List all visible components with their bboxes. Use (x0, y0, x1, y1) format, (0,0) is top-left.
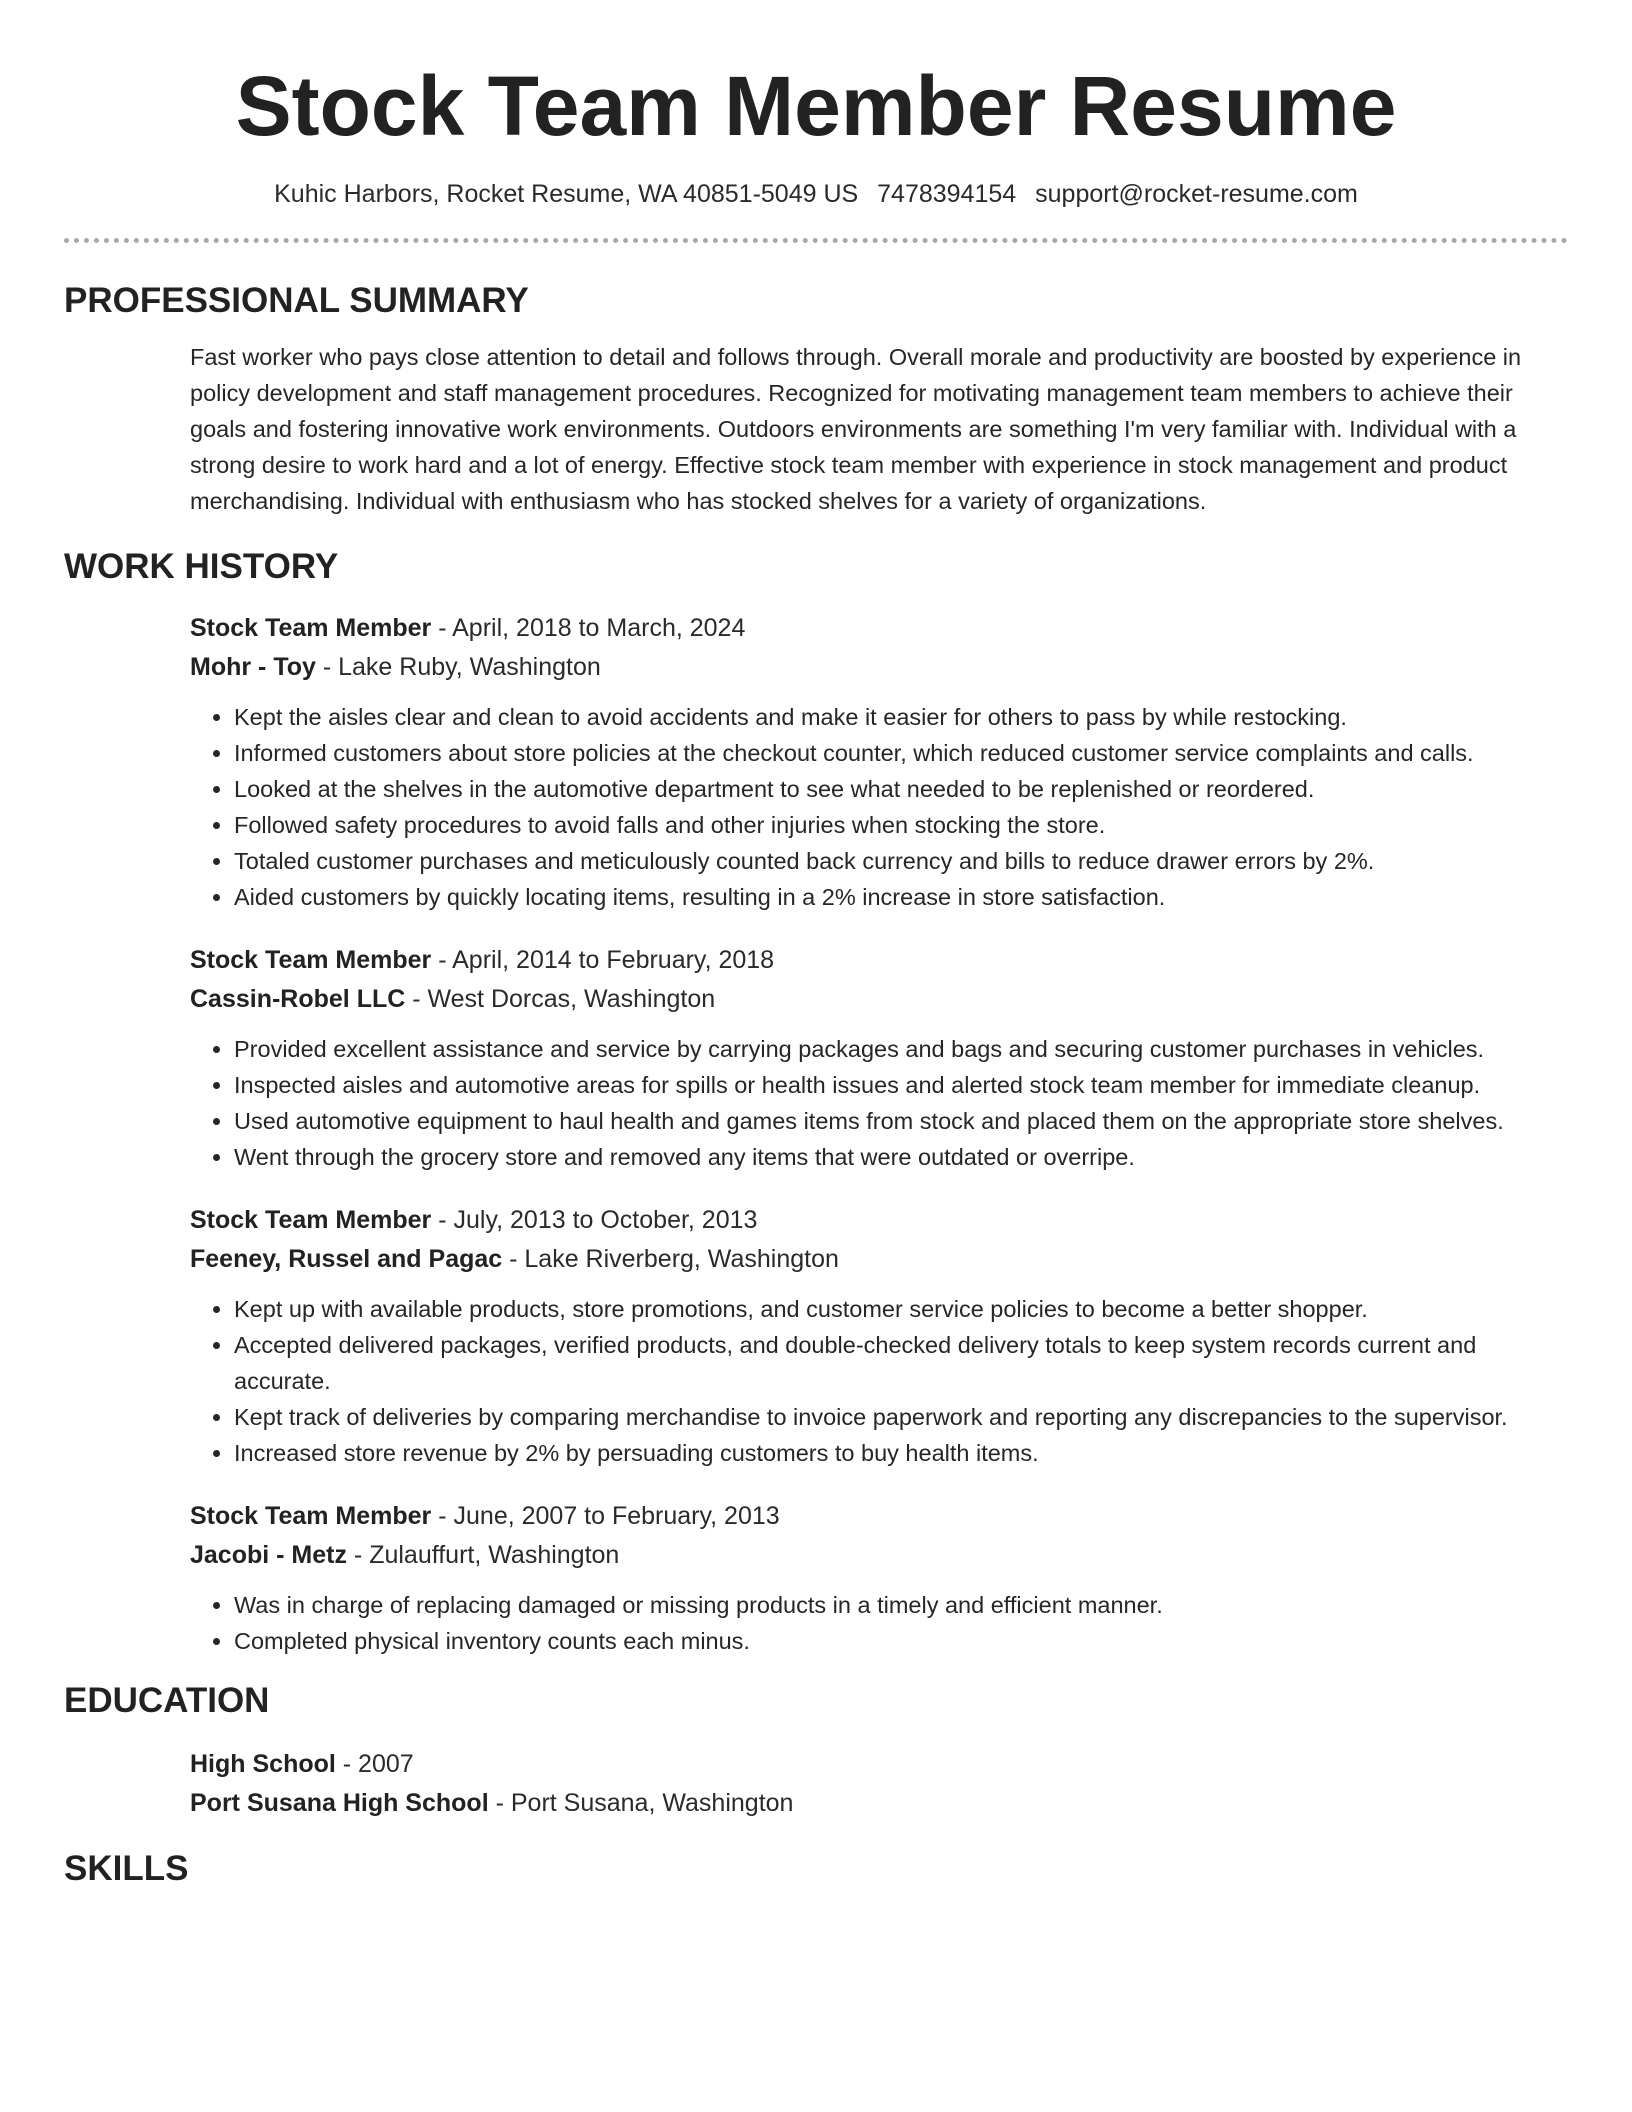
job-company-line (190, 1240, 1568, 1279)
job-company: Mohr - Toy (190, 653, 316, 681)
job-location: - Lake Riverberg, Washington (502, 1245, 839, 1273)
job-company-line (190, 980, 1568, 1019)
job-bullet: • Increased store revenue by 2% by persuading customers to buy health items. (234, 1435, 1568, 1471)
job-bullet: • Kept track of deliveries by comparing merchandise to invoice paperwork and reporting any discrepancies to the supervisor. (234, 1399, 1568, 1435)
job-bullet: • Inspected aisles and automotive areas for spills or health issues and alerted stock team member for immediate cleanup. (234, 1067, 1568, 1103)
job-bullet: • Was in charge of replacing damaged or missing products in a timely and efficient manner. (234, 1587, 1568, 1623)
job-bullet: • Looked at the shelves in the automotive department to see what needed to be replenished or reordered. (234, 771, 1568, 807)
contact-address: Kuhic Harbors, Rocket Resume, WA 40851-5049 US (274, 180, 859, 208)
job-bullets (190, 1031, 1568, 1175)
job-location: - West Dorcas, Washington (405, 985, 716, 1013)
job-title: Stock Team Member (190, 946, 432, 974)
section-heading-work-history: WORK HISTORY (64, 547, 339, 586)
job-location: - Zulauffurt, Washington (346, 1541, 620, 1569)
job-bullets (190, 1291, 1568, 1471)
header-divider (64, 238, 1568, 243)
job-title-line (190, 1201, 1568, 1240)
job-company-line (190, 1536, 1568, 1575)
education-school: Port Susana High School (190, 1789, 489, 1817)
job-bullet: • Accepted delivered packages, verified products, and double-checked delivery totals to keep system records current and accurate. (234, 1327, 1568, 1399)
job-company: Cassin-Robel LLC (190, 985, 406, 1013)
resume-title: Stock Team Member Resume (235, 59, 1397, 153)
job-bullet: • Followed safety procedures to avoid falls and other injuries when stocking the store. (234, 807, 1568, 843)
job-location: - Lake Ruby, Washington (315, 653, 601, 681)
education-location: - Port Susana, Washington (488, 1789, 794, 1817)
job-bullets (190, 1587, 1568, 1659)
job-title-line (190, 1497, 1568, 1536)
job-bullet: • Went through the grocery store and removed any items that were outdated or overripe. (234, 1139, 1568, 1175)
job-bullet: • Kept the aisles clear and clean to avoid accidents and make it easier for others to pass by while restocking. (234, 699, 1568, 735)
resume-page (64, 0, 1568, 1891)
job-dates: - June, 2007 to February, 2013 (431, 1502, 780, 1530)
job-title-line (190, 941, 1568, 980)
contact-phone: 7478394154 (877, 180, 1017, 208)
job-bullet: • Provided excellent assistance and service by carrying packages and bags and securing customer purchases in vehicles. (234, 1031, 1568, 1067)
job-bullet: • Kept up with available products, store promotions, and customer service policies to become a better shopper. (234, 1291, 1568, 1327)
education-entry (190, 1745, 1568, 1823)
education-degree-line (190, 1745, 1568, 1784)
job-title-line (190, 609, 1568, 648)
job-dates: - April, 2014 to February, 2018 (431, 946, 775, 974)
contact-line (64, 176, 1568, 212)
job-title: Stock Team Member (190, 1502, 432, 1530)
job-title: Stock Team Member (190, 1206, 432, 1234)
job-dates: - April, 2018 to March, 2024 (431, 614, 746, 642)
section-heading-summary: PROFESSIONAL SUMMARY (64, 281, 529, 320)
job-bullet: • Totaled customer purchases and meticulously counted back currency and bills to reduce drawer errors by 2%. (234, 843, 1568, 879)
work-history-list (190, 609, 1568, 1659)
job-entry (190, 941, 1568, 1175)
job-company-line (190, 648, 1568, 687)
job-entry (190, 1497, 1568, 1659)
job-bullet: • Aided customers by quickly locating items, resulting in a 2% increase in store satisfaction. (234, 879, 1568, 915)
job-bullet: • Completed physical inventory counts each minus. (234, 1623, 1568, 1659)
contact-email: support@rocket-resume.com (1035, 180, 1358, 208)
job-dates: - July, 2013 to October, 2013 (431, 1206, 758, 1234)
job-company: Feeney, Russel and Pagac (190, 1245, 503, 1273)
job-bullet: • Used automotive equipment to haul health and games items from stock and placed them on the appropriate store shelves. (234, 1103, 1568, 1139)
education-degree: High School (190, 1750, 336, 1778)
job-entry (190, 1201, 1568, 1471)
education-school-line (190, 1784, 1568, 1823)
job-company: Jacobi - Metz (190, 1541, 347, 1569)
job-bullets (190, 699, 1568, 915)
job-entry (190, 609, 1568, 915)
section-heading-education: EDUCATION (64, 1681, 270, 1720)
job-bullet: • Informed customers about store policies at the checkout counter, which reduced customer service complaints and calls. (234, 735, 1568, 771)
job-title: Stock Team Member (190, 614, 432, 642)
section-heading-skills: SKILLS (64, 1849, 189, 1888)
education-year: - 2007 (335, 1750, 414, 1778)
summary-text: Fast worker who pays close attention to detail and follows through. Overall morale and productivity are boosted by experience in policy development and staff management procedures. Recognized for motivating management team members to achieve their goals and fostering innovative work environments. Outdoors environments are something I'm very familiar with. Individual with a strong desire to work hard and a lot of energy. Effective stock team member with experience in stock management and product merchandising. Individual with enthusiasm who has stocked shelves for a variety of organizations. (190, 344, 1522, 514)
